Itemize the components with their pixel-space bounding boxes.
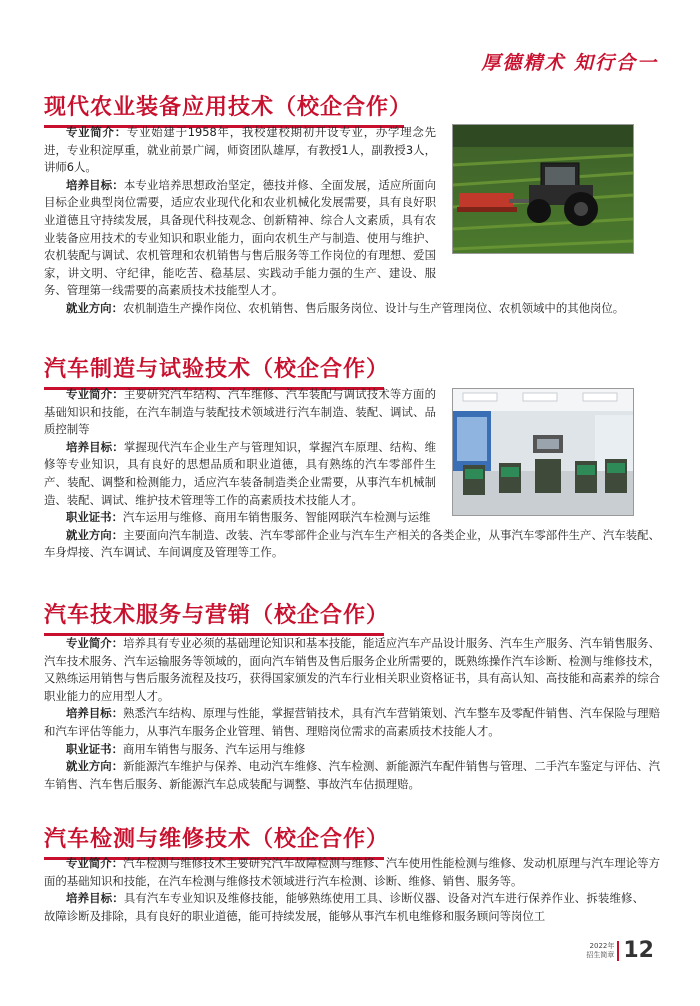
para-text: 具有汽车专业知识及维修技能，能够熟练使用工具、诊断仪器、设备对汽车进行保养作业、拆装维修、故障诊断及排除，具有良好的职业道德，能可持续发展，能够从事汽车机电维修和服务顾问等岗位工 xyxy=(44,891,644,923)
tractor-photo xyxy=(452,124,634,254)
para-text: 熟悉汽车结构、原理与性能，掌握营销技术，具有汽车营销策划、汽车整车及零配件销售、汽车保险与理赔和汽车评估等能力，从事汽车服务企业管理、销售、理赔岗位需求的高素质技术技能人才。 xyxy=(44,706,660,738)
para-text: 专业始建于1958年，我校建校期初开设专业，办学理念先进，专业积淀厚重，就业前景广阔，师资团队雄厚，有教授1人，副教授3人，讲师6人。 xyxy=(44,125,436,175)
motto: 厚德精术 知行合一 xyxy=(481,52,658,74)
page-footer xyxy=(586,938,654,963)
para-label: 专业简介： xyxy=(66,636,124,650)
section-agri xyxy=(44,90,660,128)
para-label: 专业简介： xyxy=(66,387,124,401)
paragraph xyxy=(44,527,660,562)
para-label: 培养目标： xyxy=(66,891,124,906)
footer-caption xyxy=(586,942,614,960)
para-text: 掌握现代汽车企业生产与管理知识，掌握汽车原理、结构、维修等专业知识，具有良好的思想品质和职业道德，具有熟练的汽车零部件生产、装配、调整和检测能力，适应汽车装备制造类企业需要，从事汽车机械制造、装配、调试、维护技术管理等工作的高素质技术技能人才。 xyxy=(44,439,436,507)
para-label: 职业证书： xyxy=(66,741,123,756)
para-label: 专业简介： xyxy=(66,125,127,139)
section-title: 汽车检测与维修技术（校企合作） xyxy=(44,826,390,852)
page-number: 12 xyxy=(623,938,654,963)
section-title: 汽车技术服务与营销（校企合作） xyxy=(44,602,390,628)
para-label: 就业方向： xyxy=(66,759,124,774)
para-text: 主要面向汽车制造、改装、汽车零部件企业与汽车生产相关的各类企业，从事汽车零部件生产、汽车装配、车身焊接、汽车调试、车间调度及管理等工作。 xyxy=(44,527,660,560)
footer-year: 2022年 xyxy=(589,941,615,950)
para-label: 就业方向： xyxy=(66,527,124,542)
para-text: 培养具有专业必须的基础理论知识和基本技能，能适应汽车产品设计服务、汽车生产服务、汽车销售服务、汽车技术服务、汽车运输服务等领域的，面向汽车销售及售后服务企业所需要的，既熟练操作汽车诊断、检测与维修技术，又熟练运用销售与售后服务流程及技巧，获得国家颁发的汽车行业相关职业资格证书，具有高认知、高技能和高素养的综合职业能力的应用型人才。 xyxy=(44,636,660,703)
paragraph xyxy=(44,300,660,318)
para-label: 培养目标： xyxy=(66,439,124,454)
paragraph xyxy=(44,386,436,439)
section-auto-repair-body xyxy=(44,855,660,925)
paragraph xyxy=(44,177,436,300)
paragraph xyxy=(44,635,660,705)
paragraph xyxy=(44,124,436,177)
footer-subtitle: 招生简章 xyxy=(586,950,615,959)
para-text: 汽车检测与维修技术主要研究汽车故障检测与维修、汽车使用性能检测与维修、发动机原理与汽车理论等方面的基础知识和技能，在汽车检测与维修技术领域进行汽车检测、诊断、维修、销售、服务等。 xyxy=(44,856,660,888)
paragraph xyxy=(44,758,660,793)
workshop-photo xyxy=(452,388,634,516)
section-auto-service xyxy=(44,598,660,636)
para-text: 汽车运用与维修、商用车销售服务、智能网联汽车检测与运维 xyxy=(122,510,431,525)
section-auto-service-body xyxy=(44,635,660,793)
para-text: 农机制造生产操作岗位、农机销售、售后服务岗位、设计与生产管理岗位、农机领域中的其他岗位。 xyxy=(122,300,625,315)
para-text: 新能源汽车维护与保养、电动汽车维修、汽车检测、新能源汽车配件销售与管理、二手汽车鉴定与评估、汽车销售、汽车售后服务、新能源汽车总成装配与调整、事故汽车估损理赔。 xyxy=(44,759,660,791)
para-label: 职业证书： xyxy=(66,510,123,525)
section-title: 现代农业装备应用技术（校企合作） xyxy=(44,94,413,120)
paragraph xyxy=(44,741,660,759)
para-label: 就业方向： xyxy=(66,300,123,315)
para-label: 培养目标： xyxy=(66,177,124,192)
para-text: 主要研究汽车结构、汽车维修、汽车装配与调试技术等方面的基础知识和技能，在汽车制造与装配技术领域进行汽车制造、装配、调试、品质控制等 xyxy=(44,387,436,437)
paragraph xyxy=(44,855,660,890)
para-text: 商用车销售与服务、汽车运用与维修 xyxy=(122,741,306,756)
paragraph xyxy=(44,439,436,509)
section-auto-manufacture xyxy=(44,352,660,390)
para-label: 培养目标： xyxy=(66,706,124,721)
paragraph xyxy=(44,705,660,740)
section-title: 汽车制造与试验技术（校企合作） xyxy=(44,356,390,382)
paragraph xyxy=(44,890,644,925)
footer-divider xyxy=(617,941,619,961)
para-label: 专业简介： xyxy=(66,856,124,870)
para-text: 本专业培养思想政治坚定，德技并修、全面发展，适应所面向目标企业典型岗位需要，适应农业现代化和农业机械化发展需要，具有良好职业道德且守持续发展，具备现代科技观念、创新精神、综合人文素质，具有农业装备应用技术的专业知识和职业能力，面向农机生产与制造、使用与维护、农机装配与调试、农机管理和农机销售与售后服务等工作岗位的有理想、爱国家，讲文明、守纪律，能吃苦、稳基层、实践动手能力强的生产、建设、服务、管理第一线需要的高素质技术技能型人才。 xyxy=(44,177,436,298)
